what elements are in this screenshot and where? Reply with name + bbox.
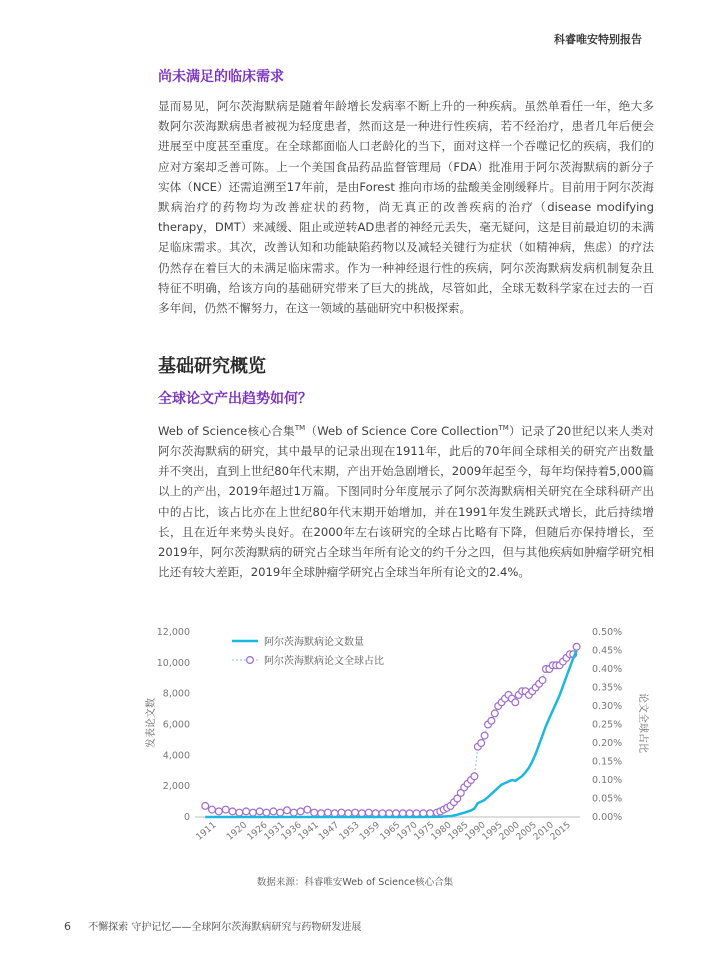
- share-point: [222, 806, 229, 813]
- x-tick-label: 1926: [245, 820, 270, 843]
- chart-source-note: 数据来源：科睿唯安Web of Science核心合集: [256, 877, 454, 888]
- share-point: [325, 809, 332, 816]
- share-point: [263, 809, 270, 816]
- subsection-title-global-trend: 全球论文产出趋势如何？: [158, 391, 312, 407]
- y-tick-label: 6,000: [162, 719, 190, 731]
- x-tick-label: 1920: [225, 820, 250, 843]
- share-point: [331, 810, 338, 817]
- x-tick-label: 2000: [497, 820, 522, 843]
- report-brand: 科睿唯安特别报告: [554, 33, 642, 46]
- share-point: [512, 699, 519, 706]
- share-point: [338, 809, 345, 816]
- y2-tick-label: 0.40%: [592, 664, 623, 675]
- x-tick-label: 1931: [262, 820, 287, 843]
- share-point: [318, 810, 325, 817]
- x-tick-label: 1975: [412, 820, 437, 843]
- paragraph-unmet-needs: 显而易见，阿尔茨海默病是随着年龄增长发病率不断上升的一种疾病。虽然单看任一年，绝大多数阿尔茨海默病患者被视为轻度患者，然而这是一种进行性疾病，若不经治疗，患者几年后便会进展至中度甚至重度。在全球都面临人口老龄化的当下，面对这样一个吞噬记忆的疾病，我们的应对方案却乏善可陈。上一个美国食品药品监督管理局（FDA）批准用于阿尔茨海默病的新分子实体（NCE）还需追溯至17年前，是由Forest 推向市场的盐酸美金刚缓释片。目前用于阿尔茨海默病治疗的药物均为改善症状的药物，尚无真正的改善疾病的治疗（disease modifying therapy，DMT）来减缓、阻止或逆转AD患者的神经元丢失，毫无疑问，这是目前最迫切的未满足临床需求。其次，改善认知和功能缺陷药物以及减轻关键行为症状（如精神病，焦虑）的疗法仍然存在着巨大的未满足临床需求。作为一种神经退行性的疾病，阿尔茨海默病发病机制复杂且特征不明确，给该方向的基础研究带来了巨大的挑战，尽管如此，全球无数科学家在过去的一百多年间，仍然不懈努力，在这一领域的基础研究中积极探索。: [158, 99, 654, 316]
- share-point: [359, 810, 366, 817]
- y-tick-label: 0: [183, 812, 190, 823]
- share-point: [243, 808, 250, 815]
- share-point: [399, 810, 406, 817]
- share-point: [372, 810, 379, 817]
- page-footer: [64, 918, 361, 933]
- share-point: [352, 809, 359, 816]
- x-tick-label: 1995: [480, 820, 505, 843]
- y-tick-label: 2,000: [162, 781, 190, 793]
- section-title-unmet-needs: 尚未满足的临床需求: [158, 69, 284, 85]
- share-point: [215, 808, 222, 815]
- y2-tick-label: 0.50%: [592, 627, 623, 638]
- share-point: [345, 810, 352, 817]
- legend-share-marker: [247, 657, 254, 664]
- y2-tick-label: 0.35%: [592, 682, 623, 694]
- y2-tick-label: 0.45%: [592, 645, 623, 657]
- x-tick-label: 2010: [531, 820, 556, 843]
- y2-tick-label: 0.15%: [592, 756, 623, 768]
- y2-tick-label: 0.20%: [592, 738, 623, 749]
- share-point: [491, 710, 498, 717]
- y-tick-label: 8,000: [162, 688, 190, 700]
- y2-tick-label: 0.30%: [592, 701, 623, 712]
- share-point: [304, 806, 311, 813]
- x-tick-label: 2015: [548, 820, 573, 843]
- x-tick-label: 1947: [317, 820, 342, 843]
- trademark-sup: TM: [498, 424, 509, 432]
- share-point: [229, 808, 236, 815]
- y-axis-label: 发表论文数: [146, 698, 157, 748]
- share-point: [471, 773, 478, 780]
- share-point: [202, 803, 209, 810]
- x-tick-label: 1911: [194, 820, 219, 843]
- share-point: [297, 808, 304, 815]
- y-tick-label: 10,000: [156, 657, 190, 669]
- share-point: [386, 810, 393, 817]
- x-tick-label: 1959: [358, 820, 383, 843]
- count-series-line: [205, 651, 576, 818]
- share-point: [406, 810, 413, 817]
- y2-tick-label: 0.05%: [592, 793, 623, 805]
- share-point: [290, 809, 297, 816]
- section-title-basic-research: 基础研究概览: [158, 356, 266, 377]
- trademark-sup: TM: [294, 424, 306, 432]
- share-point: [420, 810, 427, 817]
- paragraph-global-trend: [158, 418, 654, 582]
- share-point: [311, 809, 318, 816]
- share-point: [539, 677, 546, 684]
- x-tick-label: 1970: [395, 820, 420, 843]
- x-tick-label: 1965: [378, 820, 403, 843]
- share-point: [573, 643, 580, 650]
- footer-title: 不懈探索 守护记忆——全球阿尔茨海默病研究与药物研发进展: [88, 922, 362, 933]
- page-number: 6: [64, 920, 71, 933]
- share-point: [365, 809, 372, 816]
- share-point: [488, 717, 495, 724]
- x-tick-label: 1953: [337, 820, 362, 843]
- x-tick-label: 1990: [463, 820, 488, 843]
- y-tick-label: 12,000: [156, 627, 190, 638]
- share-series-line: [205, 647, 576, 814]
- share-point: [379, 810, 386, 817]
- share-point: [481, 732, 488, 739]
- share-point: [393, 810, 400, 817]
- share-point: [478, 740, 485, 747]
- share-point: [250, 809, 257, 816]
- share-point: [284, 807, 291, 814]
- chart-legend: [232, 635, 384, 667]
- y2-tick-label: 0.00%: [592, 812, 623, 823]
- text-span: （Web of Science Core Collection: [305, 423, 499, 438]
- x-tick-label: 2005: [514, 820, 539, 843]
- legend-count-label: 阿尔茨海默病论文数量: [264, 637, 364, 648]
- y2-tick-label: 0.10%: [592, 775, 623, 786]
- share-point: [209, 806, 216, 813]
- y2-axis-label: 论文全球占比: [637, 693, 648, 753]
- publication-trend-chart: [140, 620, 660, 860]
- share-point: [256, 808, 263, 815]
- y2-tick-label: 0.25%: [592, 719, 623, 731]
- share-point: [277, 809, 284, 816]
- text-span: ）记录了20世纪以来人类对阿尔茨海默病的研究，其中最早的记录出现在1911年，此后的70年间全球相关的研究产出数量并不突出，直到上世纪80年代末期，产出开始急剧增长，2009年起至今，每年均保持着5,000篇以上的产出，2019年超过1万篇。下图同时分年度展示了阿尔茨海默病相关研究在全球科研产出中的占比，该占比亦在上世纪80年代末期开始增加，并在1991年发生跳跃式增长，此后持续增长，且在近年来势头良好。在2000年左右该研究的全球占比略有下降，但随后亦保持增长，至2019年，阿尔茨海默病的研究占全球当年所有论文的约千分之四，但与其他疾病如肿瘤学研究相比还有较大差距，2019年全球肿瘤学研究占全球当年所有论文的2.4%。: [158, 423, 655, 580]
- x-tick-label: 1985: [446, 820, 471, 843]
- y-tick-label: 4,000: [162, 750, 190, 762]
- share-point: [236, 809, 243, 816]
- text-span: Web of Science核心合集: [158, 423, 295, 438]
- x-tick-label: 1936: [279, 820, 304, 843]
- x-tick-label: 1980: [429, 820, 454, 843]
- legend-share-label: 阿尔茨海默病论文全球占比: [264, 656, 384, 667]
- share-point: [413, 810, 420, 817]
- share-point: [270, 808, 277, 815]
- x-tick-label: 1941: [296, 820, 321, 843]
